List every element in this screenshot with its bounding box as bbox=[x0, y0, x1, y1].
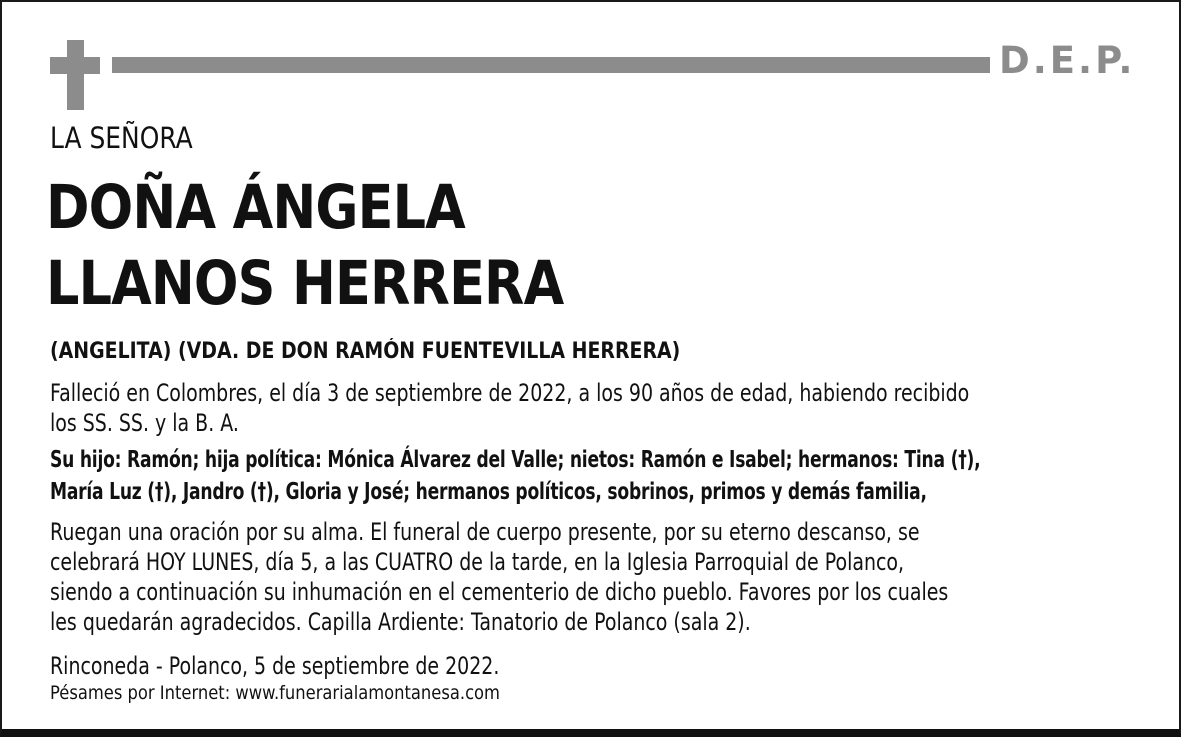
family-paragraph bbox=[50, 444, 980, 508]
place-date: Rinconeda - Polanco, 5 de septiembre de 2022. bbox=[50, 652, 500, 680]
death-line: Falleció en Colombres, el día 3 de septiembre de 2022, a los 90 años de edad, habiendo recibido bbox=[50, 379, 970, 407]
alias-line: (ANGELITA) (VDA. DE DON RAMÓN FUENTEVILLA HERRERA) bbox=[50, 339, 681, 364]
funeral-paragraph bbox=[50, 517, 948, 637]
deceased-name-line-2: LLANOS HERRERA bbox=[46, 248, 564, 319]
death-paragraph bbox=[50, 378, 969, 438]
latin-cross-icon bbox=[50, 40, 100, 110]
condolences-line: Pésames por Internet: www.funerarialamontanesa.com bbox=[50, 682, 500, 704]
header-rule bbox=[112, 57, 990, 73]
intro-title: LA SEÑORA bbox=[50, 121, 193, 155]
death-line: los SS. SS. y la B. A. bbox=[50, 409, 239, 437]
deceased-name-line-1: DOÑA ÁNGELA bbox=[46, 172, 465, 243]
funeral-line: Ruegan una oración por su alma. El funeral de cuerpo presente, por su eterno descanso, se bbox=[50, 518, 920, 546]
funeral-line: celebrará HOY LUNES, día 5, a las CUATRO de la tarde, en la Iglesia Parroquial de Polanco, bbox=[50, 548, 905, 576]
dep-label: D.E.P. bbox=[999, 39, 1136, 82]
family-line: María Luz (†), Jandro (†), Gloria y José; hermanos políticos, sobrinos, primos y demás familia, bbox=[50, 479, 927, 505]
deceased-name bbox=[46, 170, 563, 322]
family-line: Su hijo: Ramón; hija política: Mónica Álvarez del Valle; nietos: Ramón e Isabel; hermanos: Tina (†), bbox=[50, 447, 981, 473]
funeral-line: les quedarán agradecidos. Capilla Ardiente: Tanatorio de Polanco (sala 2). bbox=[50, 608, 751, 636]
funeral-line: siendo a continuación su inhumación en el cementerio de dicho pueblo. Favores por los cuales bbox=[50, 578, 949, 606]
